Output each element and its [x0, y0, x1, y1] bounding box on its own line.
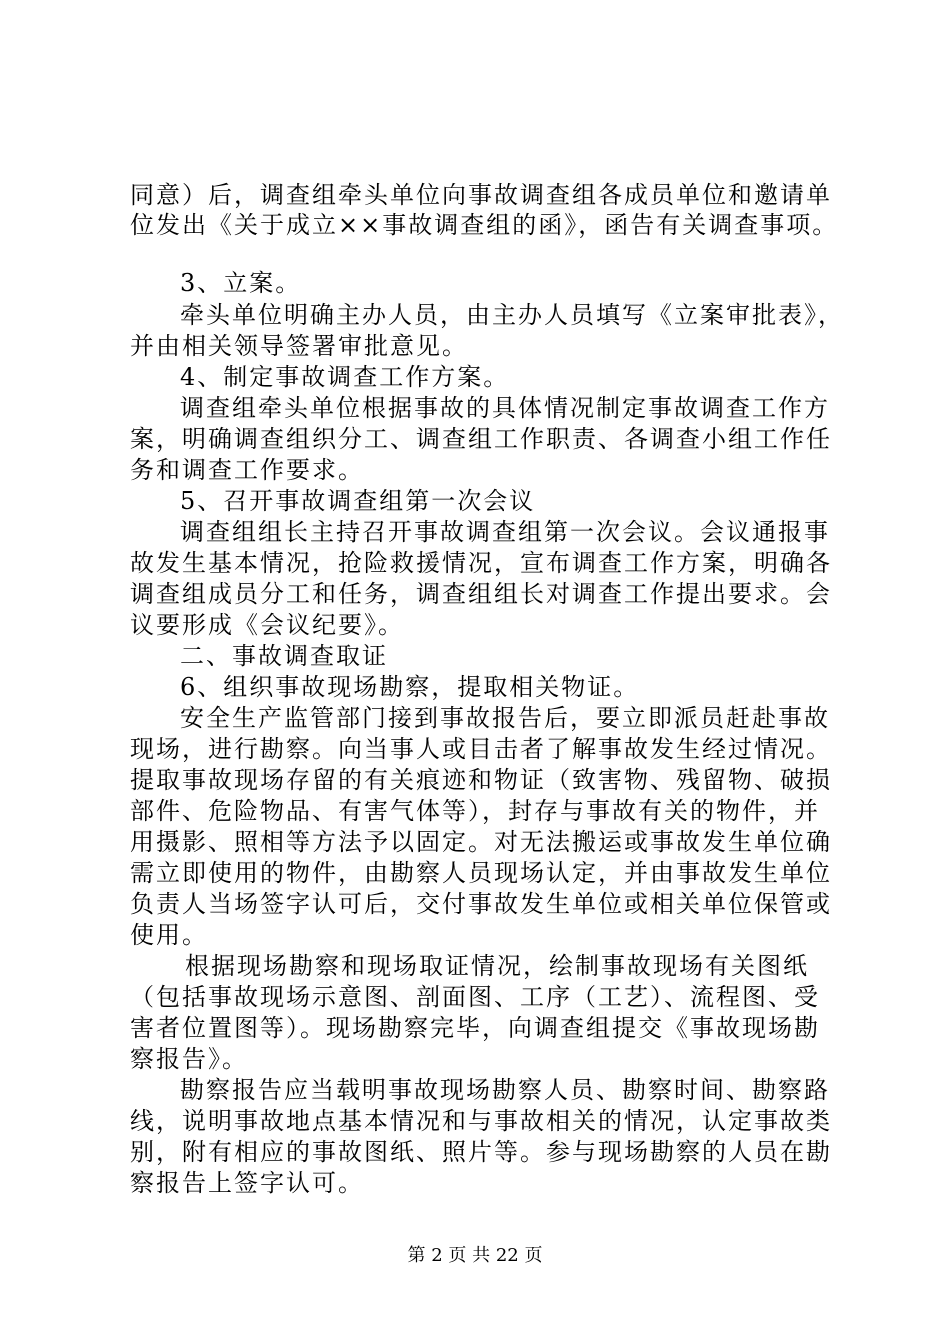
text-line: 提取事故现场存留的有关痕迹和物证（致害物、残留物、破损	[130, 766, 832, 794]
text-line: 调查组组长主持召开事故调查组第一次会议。会议通报事	[180, 518, 830, 546]
text-line: 3、立案。	[180, 269, 302, 297]
text-line: 勘察报告应当载明事故现场勘察人员、勘察时间、勘察路	[180, 1076, 830, 1104]
text-line: 位发出《关于成立××事故调查组的函》，函告有关调查事项。	[130, 211, 839, 239]
text-line: 调查组牵头单位根据事故的具体情况制定事故调查工作方	[180, 394, 830, 422]
text-line: 同意）后，调查组牵头单位向事故调查组各成员单位和邀请单	[130, 181, 832, 209]
text-line: 部件、危险物品、有害气体等），封存与事故有关的物件，并	[130, 797, 820, 825]
text-line: 牵头单位明确主办人员，由主办人员填写《立案审批表》，	[180, 301, 844, 329]
text-line: 察报告》。	[130, 1045, 248, 1073]
text-line: 并由相关领导签署审批意见。	[130, 332, 468, 360]
text-line: 使用。	[130, 921, 208, 949]
text-line: 4、制定事故调查工作方案。	[180, 363, 510, 391]
text-line: 别，附有相应的事故图纸、照片等。参与现场勘察的人员在勘	[130, 1138, 832, 1166]
text-line: 用摄影、照相等方法予以固定。对无法搬运或事故发生单位确	[130, 828, 832, 856]
text-line: 负责人当场签字认可后，交付事故发生单位或相关单位保管或	[130, 890, 832, 918]
text-line: 6、组织事故现场勘察，提取相关物证。	[180, 673, 640, 701]
text-line: 调查组成员分工和任务，调查组组长对调查工作提出要求。会	[130, 580, 832, 608]
text-line: 故发生基本情况，抢险救援情况，宣布调查工作方案，明确各	[130, 549, 832, 577]
text-line: 察报告上签字认可。	[130, 1169, 364, 1197]
text-line: 根据现场勘察和现场取证情况，绘制事故现场有关图纸	[185, 952, 809, 980]
text-line: 害者位置图等）。现场勘察完毕，向调查组提交《事故现场勘	[130, 1014, 820, 1042]
text-line: 务和调查工作要求。	[130, 456, 364, 484]
text-line: 案，明确调查组织分工、调查组工作职责、各调查小组工作任	[130, 425, 832, 453]
text-line: 现场，进行勘察。向当事人或目击者了解事故发生经过情况。	[130, 735, 832, 763]
page-number-footer: 第 2 页 共 22 页	[407, 1245, 543, 1266]
text-line: 5、召开事故调查组第一次会议	[180, 487, 536, 515]
text-line: （包括事故现场示意图、剖面图、工序（工艺）、流程图、受	[130, 983, 820, 1011]
text-line: 安全生产监管部门接到事故报告后，要立即派员赶赴事故	[180, 704, 830, 732]
text-line: 需立即使用的物件，由勘察人员现场认定，并由事故发生单位	[130, 859, 832, 887]
text-line: 二、事故调查取证	[180, 642, 388, 670]
text-line: 议要形成《会议纪要》。	[130, 611, 404, 639]
text-line: 线，说明事故地点基本情况和与事故相关的情况，认定事故类	[130, 1107, 832, 1135]
